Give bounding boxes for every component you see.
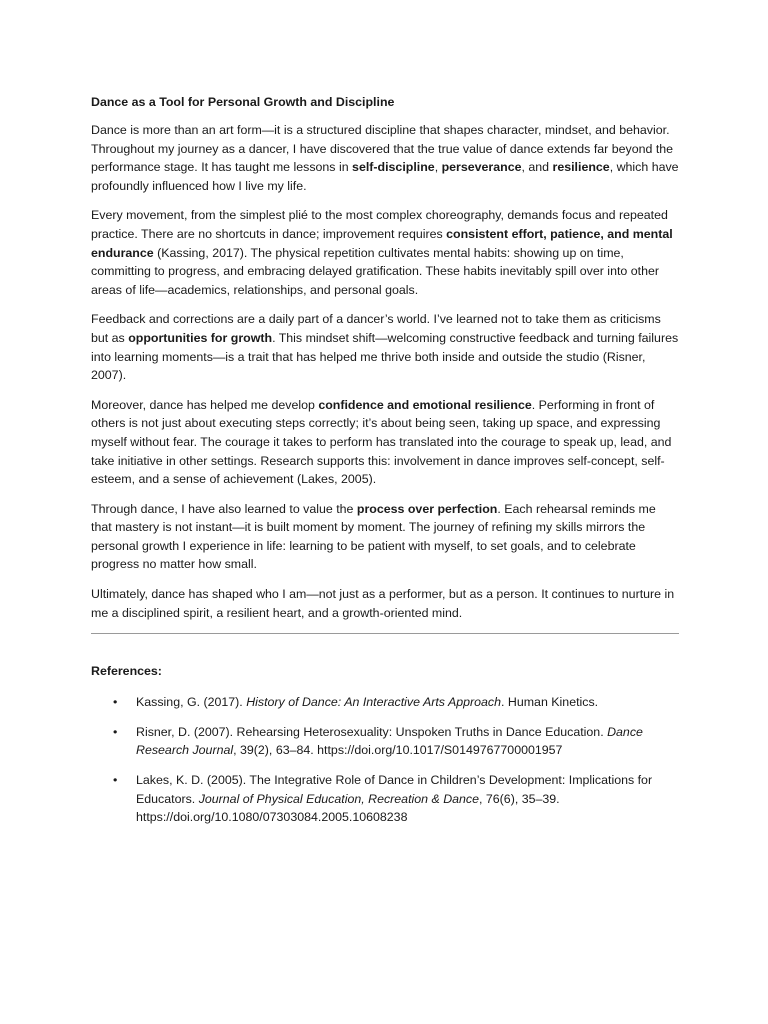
bold-phrase: resilience (552, 160, 610, 175)
body-paragraph: Dance is more than an art form—it is a structured discipline that shapes character, mindset, and behavior. Throughout my journey as a dancer, I have discovered that the true value of dance extends far beyond the performance stage. It has taught me lessons in self-discipline, perseverance, and resilience, which have profoundly influenced how I live my life. (91, 123, 679, 193)
bold-phrase: process over perfection (356, 501, 498, 516)
reference-text: Risner, D. (2007). Rehearsing Heterosexuality: Unspoken Truths in Dance Education. Dance Research Journal, 39(2), 63–84. https://doi.org/10.1017/S0149767700001957 (136, 724, 643, 758)
italic-title: History of Dance: An Interactive Arts Approach (246, 695, 502, 710)
body-paragraph: Feedback and corrections are a daily part of a dancer’s world. I’ve learned not to take them as criticisms but as opportunities for growth. This mindset shift—welcoming constructive feedback and turning failures into learning moments—is a trait that has helped me thrive both inside and outside the studio (Risner, 2007). (91, 312, 679, 383)
bold-phrase: self-discipline (352, 160, 435, 175)
italic-title: Dance Research Journal (136, 724, 643, 758)
bullet-icon: • (113, 773, 118, 788)
body-paragraph: Through dance, I have also learned to value the process over perfection. Each rehearsal reminds me that mastery is not instant—it is built moment by moment. The journey of refining my skills mirrors the personal growth I experience in life: learning to be patient with myself, to set goals, and to celebrate progress no matter how small. (91, 501, 656, 572)
document-page (91, 94, 679, 838)
bold-phrase: consistent effort, patience, and mental endurance (91, 226, 673, 260)
bullet-icon: • (113, 724, 118, 739)
horizontal-divider (91, 633, 679, 634)
body-paragraph: Ultimately, dance has shaped who I am—not just as a performer, but as a person. It continues to nurture in me a disciplined spirit, a resilient heart, and a growth-oriented mind. (91, 587, 675, 620)
reference-text: Kassing, G. (2017). History of Dance: An Interactive Arts Approach. Human Kinetics. (136, 695, 599, 710)
reference-text: Lakes, K. D. (2005). The Integrative Role of Dance in Children’s Development: Implications for Educators. Journal of Physical Education, Recreation & Dance, 76(6), 35–39. https://doi.org/10.1080/07303084.2005.10608238 (136, 773, 653, 825)
document-title: Dance as a Tool for Personal Growth and Discipline (91, 95, 395, 109)
body-paragraph: Every movement, from the simplest plié to the most complex choreography, demands focus and repeated practice. There are no shortcuts in dance; improvement requires consistent effort, patience, and mental endurance (Kassing, 2017). The physical repetition cultivates mental habits: showing up on time, committing to progress, and embracing delayed gratification. These habits inevitably spill over into other areas of life—academics, relationships, and personal goals. (91, 208, 673, 297)
bold-phrase: opportunities for growth (128, 330, 273, 345)
reference-item (91, 693, 679, 712)
bold-phrase: confidence and emotional resilience (318, 397, 532, 412)
bold-phrase: perseverance (441, 160, 522, 175)
references-list (91, 693, 679, 827)
references-heading: References: (91, 664, 162, 679)
reference-item (91, 771, 679, 827)
body-paragraph: Moreover, dance has helped me develop confidence and emotional resilience. Performing in front of others is not just about executing steps correctly; it’s about being seen, taking up space, and expressing myself without fear. The courage it takes to perform has translated into the courage to speak up, lead, and take initiative in other settings. Research supports this: involvement in dance improves self-concept, self-esteem, and a sense of achievement (Lakes, 2005). (91, 397, 672, 487)
italic-title: Journal of Physical Education, Recreation & Dance (198, 791, 480, 806)
reference-item (91, 723, 679, 760)
bullet-icon: • (113, 695, 118, 710)
